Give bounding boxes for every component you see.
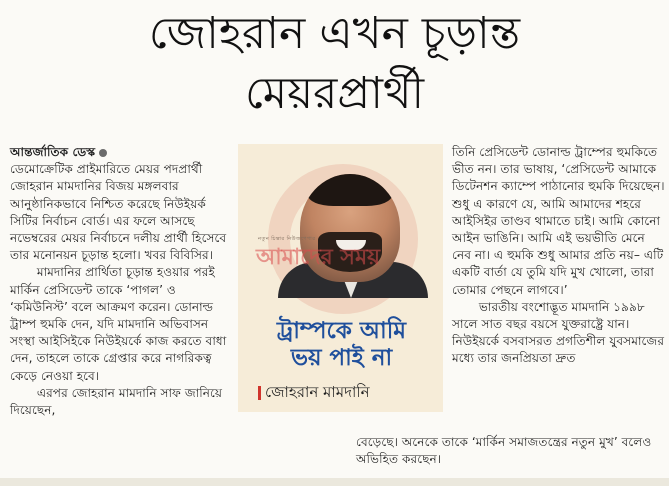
- article-paragraph-3: এরপর জোহরান মামদানি সাফ জানিয়ে দিয়েছেন,: [10, 385, 223, 418]
- headline: [0, 4, 669, 124]
- portrait-hair: [308, 174, 392, 206]
- article-paragraph-1: ডেমোক্রেটিক প্রাইমারিতে মেয়র পদপ্রার্থী জোহরান মামদানির বিজয় মঙ্গলবার আনুষ্ঠানিকভাবে নিশ্চিত করেছে নিউইয়র্ক সিটির নির্বাচন বোর্ড। এর ফলে আসছে নভেম্বরের মেয়র নির্বাচনে দলীয় প্রার্থী হিসেবে তার মনোনয়ন চূড়ান্ত হলো। খবর বিবিসির।: [10, 162, 227, 263]
- article-column-right: [452, 144, 666, 368]
- article-intro: [10, 144, 232, 264]
- headline-line-2: মেয়রপ্রার্থী: [244, 68, 425, 119]
- quote-attribution: [258, 382, 438, 402]
- attribution-name: জোহরান মামদানি: [265, 383, 370, 401]
- pull-quote-line-1: ট্রাম্পকে আমি: [276, 318, 407, 344]
- article-paragraph-6: বেড়েছে। অনেকে তাকে ‘মার্কিন সমাজতন্ত্রের নতুন মুখ’ বলেও অভিহিত করছেন।: [356, 435, 652, 467]
- desk-label: আন্তর্জাতিক ডেস্ক: [10, 145, 96, 159]
- pull-quote-box: [238, 144, 443, 412]
- bullet-dot-icon: [99, 149, 107, 157]
- article-column-left: [10, 144, 232, 419]
- pull-quote-line-2: ভয় পাই না: [290, 345, 393, 371]
- newspaper-logo-watermark: আমাদের সময়: [256, 244, 381, 270]
- article-paragraph-4: তিনি প্রেসিডেন্ট ডোনাল্ড ট্রাম্পের হুমকিতে ভীত নন। তার ভাষায়, ‘প্রেসিডেন্ট আমাকে ডিটেনশন ক্যাম্পে পাঠানোর হুমকি দিয়েছেন। শুধু এ কারণে যে, আমি আমাদের শহরে আইসিইর তাণ্ডব থামাতে চাই। আমি কোনো আইন ভাঙিনি। আমি এই ভয়ভীতি মেনে নেব না। এ হুমকি শুধু আমার প্রতি নয়– এটি একটি বার্তা যে তুমি যদি মুখ খোলো, তারা তোমার পেছনে লাগবে।’: [452, 145, 665, 297]
- article-paragraph-2: মামদানির প্রার্থিতা চূড়ান্ত হওয়ার পরই মার্কিন প্রেসিডেন্ট তাকে ‘পাগল’ ও ‘কমিউনিস্ট’ বলে আক্রমণ করেন। ডোনাল্ড ট্রাম্প হুমকি দেন, যদি মামদানি অভিবাসন সংস্থা আইসিইকে নিউইয়র্কে কাজ করতে বাধা দেন, তাহলে তাকে গ্রেপ্তার করে নাগরিকত্ব কেড়ে নেওয়া হবে।: [10, 265, 227, 383]
- article-paragraph-5: ভারতীয় বংশোদ্ভূত মামদানি ১৯৯৮ সালে সাত বছর বয়সে যুক্তরাষ্ট্রে যান। নিউইয়র্কে বসবাসরত প্রগতিশীল যুবসমাজের মধ্যে তার জনপ্রিয়তা দ্রুত: [452, 299, 665, 366]
- newspaper-logo-tagline: নতুন চিন্তার নিউজপেপার: [258, 236, 316, 242]
- page-footer-strip: [0, 478, 669, 486]
- headline-line-1: জোহরান এখন চূড়ান্ত: [148, 8, 521, 59]
- article-continuation: [356, 434, 666, 468]
- attribution-bar-icon: [258, 386, 261, 400]
- pull-quote: [254, 318, 429, 372]
